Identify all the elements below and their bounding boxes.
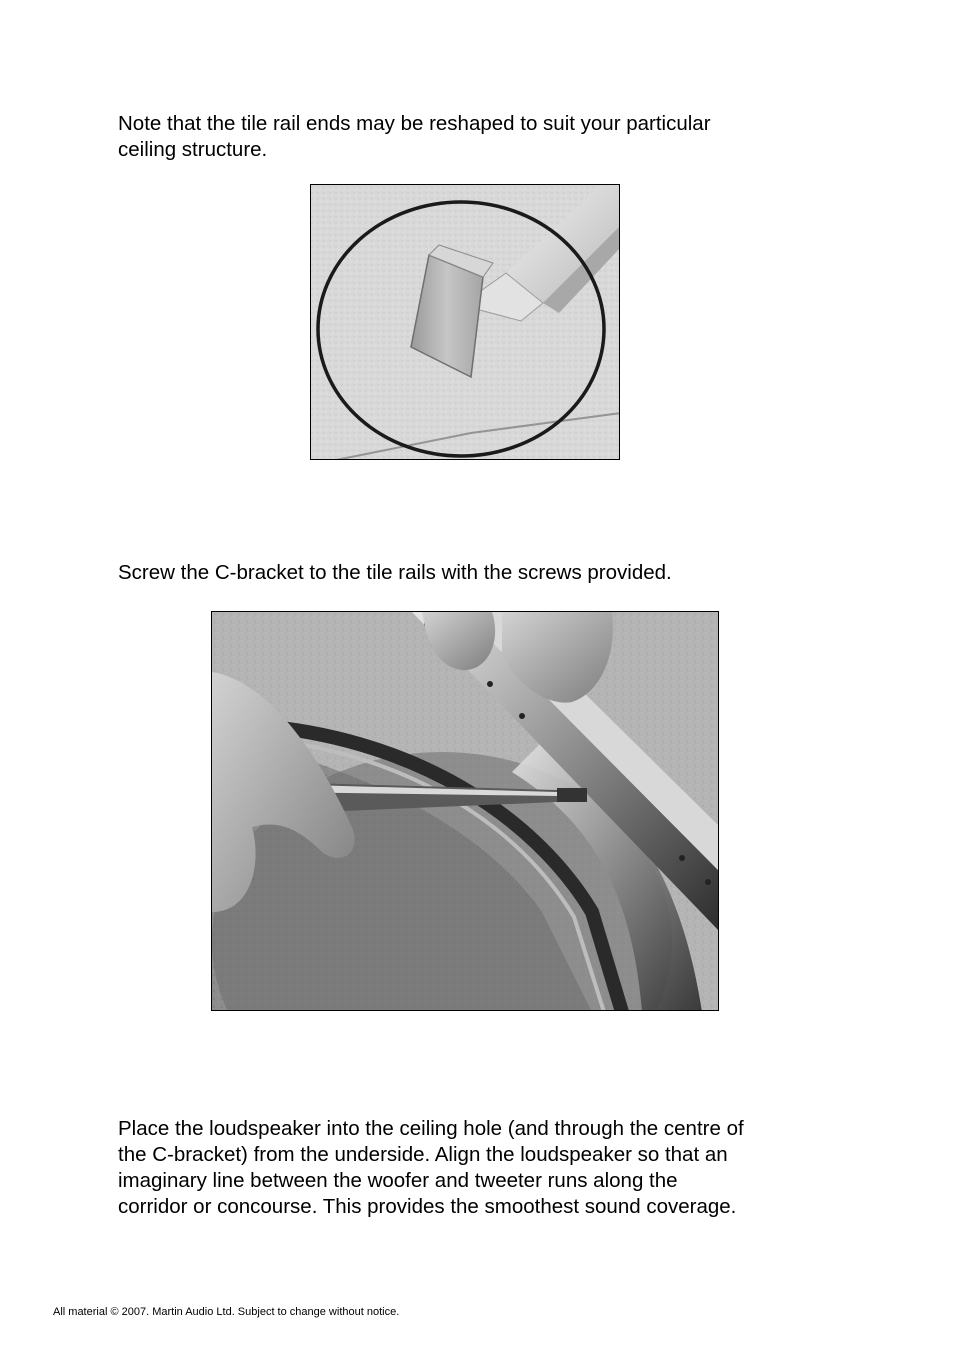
tile-rail-end-photo <box>310 184 620 460</box>
screw-instruction-paragraph: Screw the C-bracket to the tile rails with the screws provided. <box>118 561 672 584</box>
c-bracket-screwing-photo <box>211 611 719 1011</box>
place-loudspeaker-paragraph: Place the loudspeaker into the ceiling hole (and through the centre of the C-bracket) from the underside. Align the loudspeaker so that an imaginary line between the woofer and tweeter runs along the corridor or concourse. This provides the smoothest sound coverage. <box>118 1117 744 1218</box>
tile-rail-note-paragraph: Note that the tile rail ends may be reshaped to suit your particular ceiling structure. <box>118 112 711 161</box>
copyright-footer: All material © 2007. Martin Audio Ltd. Subject to change without notice. <box>53 1306 400 1318</box>
